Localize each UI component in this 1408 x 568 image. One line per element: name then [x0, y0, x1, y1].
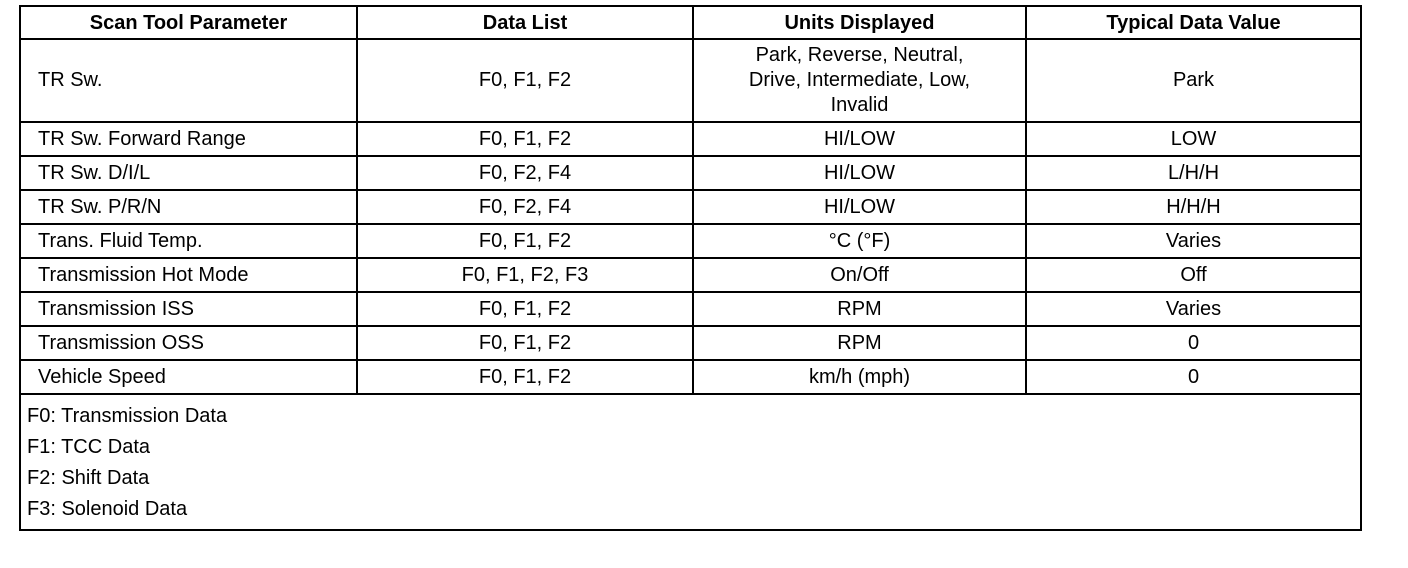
column-header-units: Units Displayed — [693, 6, 1026, 39]
column-header-parameter: Scan Tool Parameter — [20, 6, 357, 39]
footnote: F1: TCC Data — [27, 436, 150, 458]
units-line: Park, Reverse, Neutral, — [755, 44, 964, 66]
typical-value-cell: 0 — [1026, 326, 1361, 360]
table-row — [20, 190, 1361, 224]
column-header-data-list: Data List — [357, 6, 693, 39]
units-line: Drive, Intermediate, Low, — [748, 69, 971, 91]
units-cell: RPM — [693, 292, 1026, 326]
parameter-cell: Trans. Fluid Temp. — [20, 224, 357, 258]
data-list-cell: F0, F1, F2 — [357, 292, 693, 326]
footnotes-cell — [20, 394, 1361, 530]
typical-value-cell: 0 — [1026, 360, 1361, 394]
typical-value-cell: L/H/H — [1026, 156, 1361, 190]
parameter-cell: TR Sw. D/I/L — [20, 156, 357, 190]
table-row — [20, 224, 1361, 258]
units-cell: HI/LOW — [693, 190, 1026, 224]
units-cell: On/Off — [693, 258, 1026, 292]
footnotes-row — [20, 394, 1361, 530]
typical-value-cell: Varies — [1026, 292, 1361, 326]
table-row — [20, 360, 1361, 394]
data-list-cell: F0, F1, F2 — [357, 224, 693, 258]
data-list-cell: F0, F1, F2 — [357, 122, 693, 156]
column-header-typical-value: Typical Data Value — [1026, 6, 1361, 39]
parameter-cell: Transmission ISS — [20, 292, 357, 326]
parameter-cell: TR Sw. Forward Range — [20, 122, 357, 156]
units-line: Invalid — [830, 94, 889, 116]
data-list-cell: F0, F1, F2 — [357, 326, 693, 360]
table-row — [20, 258, 1361, 292]
units-cell: RPM — [693, 326, 1026, 360]
typical-value-cell: H/H/H — [1026, 190, 1361, 224]
footnote: F2: Shift Data — [27, 467, 150, 489]
table-row — [20, 156, 1361, 190]
typical-value-cell: Off — [1026, 258, 1361, 292]
parameter-cell: Transmission Hot Mode — [20, 258, 357, 292]
data-list-cell: F0, F1, F2 — [357, 39, 693, 122]
data-list-cell: F0, F1, F2 — [357, 360, 693, 394]
table-row — [20, 292, 1361, 326]
table-header-row — [20, 6, 1361, 39]
footnote: F0: Transmission Data — [27, 405, 228, 427]
data-list-cell: F0, F2, F4 — [357, 190, 693, 224]
parameter-cell: TR Sw. — [20, 39, 357, 122]
parameter-cell: Vehicle Speed — [20, 360, 357, 394]
units-cell: °C (°F) — [693, 224, 1026, 258]
scan-tool-data-table — [19, 5, 1362, 531]
table-row — [20, 39, 1361, 122]
table-row — [20, 122, 1361, 156]
parameter-cell: TR Sw. P/R/N — [20, 190, 357, 224]
footnote: F3: Solenoid Data — [27, 498, 188, 520]
units-cell: HI/LOW — [693, 122, 1026, 156]
units-cell: km/h (mph) — [693, 360, 1026, 394]
table-row — [20, 326, 1361, 360]
data-list-cell: F0, F1, F2, F3 — [357, 258, 693, 292]
units-cell — [693, 39, 1026, 122]
typical-value-cell: LOW — [1026, 122, 1361, 156]
parameter-cell: Transmission OSS — [20, 326, 357, 360]
typical-value-cell: Varies — [1026, 224, 1361, 258]
typical-value-cell: Park — [1026, 39, 1361, 122]
units-cell: HI/LOW — [693, 156, 1026, 190]
data-list-cell: F0, F2, F4 — [357, 156, 693, 190]
